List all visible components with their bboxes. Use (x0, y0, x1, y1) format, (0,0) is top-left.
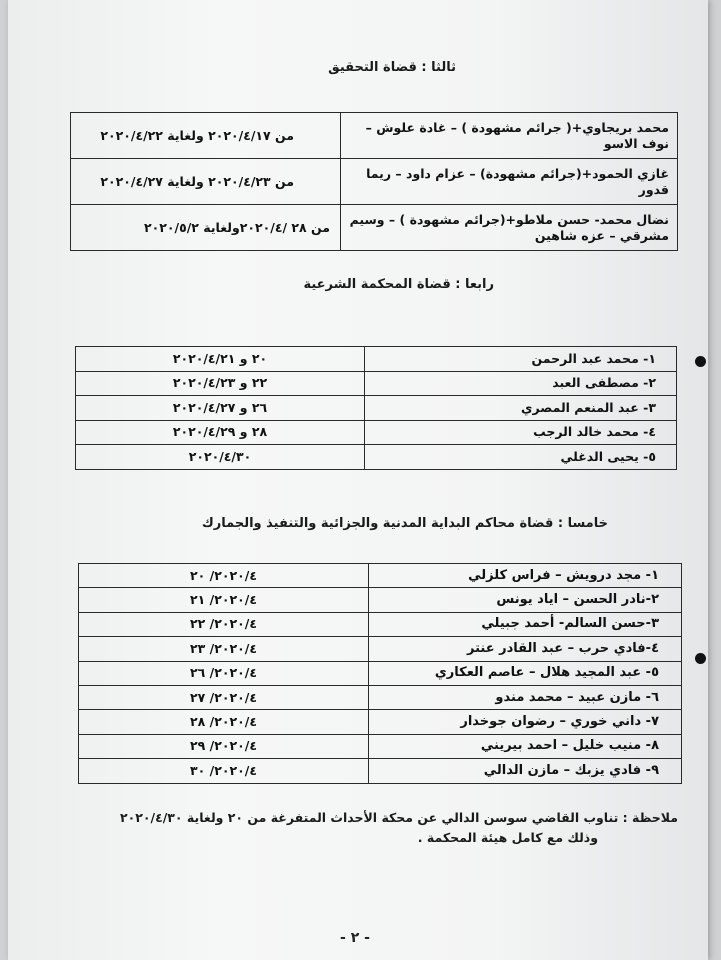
judge-names-cell: ٦- مازن عبيد – محمد مندو (369, 685, 682, 709)
date-range-cell: من ٢٠٢٠/٤/٢٣ ولغاية ٢٠٢٠/٤/٢٧ (71, 159, 341, 205)
table-row (76, 396, 677, 421)
table-row (76, 420, 677, 445)
judge-name-cell: ١- محمد عبد الرحمن (365, 347, 677, 372)
judge-name-cell: ٣- عبد المنعم المصري (365, 396, 677, 421)
judge-names-cell: ١- مجد درويش – فراس كلزلي (369, 564, 682, 588)
table-row (79, 734, 682, 758)
page-number: - ٢ - (340, 930, 370, 946)
section5-title: خامسا : قضاة محاكم البداية المدنية والجزائية والتنفيذ والجمارك (201, 516, 608, 531)
judge-names-cell: ٤-فادي حرب – عبد القادر عنتر (369, 637, 682, 661)
table-row (79, 759, 682, 783)
dates-cell: ٢٠٢٠/٤/٣٠ (76, 445, 365, 470)
judge-name-cell: ٤- محمد خالد الرجب (365, 420, 677, 445)
table-row (79, 588, 682, 612)
date-cell: ٢٠٢٠/٤/ ٢٢ (79, 612, 369, 636)
table-row (76, 371, 677, 396)
judge-names-cell: ٣-حسن السالم- أحمد جبيلي (369, 612, 682, 636)
judge-names-cell: ٢-نادر الحسن – اياد يونس (369, 588, 682, 612)
date-cell: ٢٠٢٠/٤/ ٢١ (79, 588, 369, 612)
table-row (79, 661, 682, 685)
judge-names-cell: نضال محمد- حسن ملاطو+(جرائم مشهودة ) – وسيم مشرقي – عزه شاهين (341, 205, 678, 251)
note-line: ملاحظة : تناوب القاضي سوسن الدالي عن محكة الأحداث المتفرغة من ٢٠ ولغاية ٢٠٢٠/٤/٣٠ (120, 810, 678, 825)
date-range-cell: من ٢٨ /٢٠٢٠/٤ولغاية ٢٠٢٠/٥/٢ (71, 205, 341, 251)
investigating-judges-table (70, 112, 678, 251)
dates-cell: ٢٠ و ٢٠٢٠/٤/٢١ (76, 347, 365, 372)
judge-name-cell: ٥- يحيى الدغلي (365, 445, 677, 470)
bullet-dot-icon (695, 653, 706, 664)
sharia-court-judges-table (75, 346, 677, 470)
judge-name-cell: ٢- مصطفى العبد (365, 371, 677, 396)
first-instance-judges-table (78, 563, 682, 784)
judge-names-cell: غازي الحمود+(جرائم مشهودة) – عزام داود – ريما قدور (341, 159, 678, 205)
note-block (70, 808, 678, 848)
date-cell: ٢٠٢٠/٤/ ٣٠ (79, 759, 369, 783)
table-row (79, 612, 682, 636)
date-cell: ٢٠٢٠/٤/ ٢٩ (79, 734, 369, 758)
dates-cell: ٢٦ و ٢٠٢٠/٤/٢٧ (76, 396, 365, 421)
table-row (79, 685, 682, 709)
section4-title: رابعا : قضاة المحكمة الشرعية (303, 277, 494, 292)
table-row (79, 564, 682, 588)
judge-names-cell: ٥- عبد المجيد هلال – عاصم العكاري (369, 661, 682, 685)
table-row (71, 205, 678, 251)
date-cell: ٢٠٢٠/٤/ ٢٠ (79, 564, 369, 588)
table-row (76, 347, 677, 372)
table-row (79, 710, 682, 734)
section3-title: ثالثا : قضاة التحقيق (328, 60, 456, 75)
note-line: وذلك مع كامل هيئة المحكمة . (417, 830, 598, 845)
judge-names-cell: ٧- داني خوري – رضوان جوخدار (369, 710, 682, 734)
date-cell: ٢٠٢٠/٤/ ٢٨ (79, 710, 369, 734)
judge-names-cell: ٨- منيب خليل – احمد بيريني (369, 734, 682, 758)
date-cell: ٢٠٢٠/٤/ ٢٣ (79, 637, 369, 661)
table-row (79, 637, 682, 661)
bullet-dot-icon (695, 356, 706, 367)
judge-names-cell: محمد بريجاوي+( جرائم مشهودة ) – غادة علوش – نوف الاسو (341, 113, 678, 159)
table-row (71, 159, 678, 205)
dates-cell: ٢٨ و ٢٠٢٠/٤/٢٩ (76, 420, 365, 445)
date-cell: ٢٠٢٠/٤/ ٢٦ (79, 661, 369, 685)
judge-names-cell: ٩- فادي يزبك – مازن الدالي (369, 759, 682, 783)
dates-cell: ٢٢ و ٢٠٢٠/٤/٢٣ (76, 371, 365, 396)
date-cell: ٢٠٢٠/٤/ ٢٧ (79, 685, 369, 709)
table-row (76, 445, 677, 470)
table-row (71, 113, 678, 159)
date-range-cell: من ٢٠٢٠/٤/١٧ ولغاية ٢٠٢٠/٤/٢٢ (71, 113, 341, 159)
